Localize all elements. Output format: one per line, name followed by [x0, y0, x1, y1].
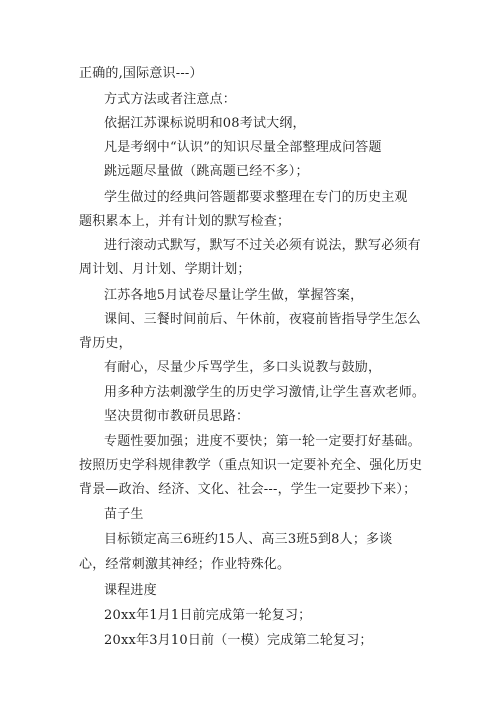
- text-line: 心，经常刺激其神经；作业特殊化。: [79, 557, 291, 572]
- text-line: 跳远题尽量做（跳高题已经不多）；: [104, 164, 309, 179]
- text-line: 20xx年3月10日前（一模）完成第二轮复习；: [104, 633, 373, 648]
- text-line: 背景—政治、经济、文化、社会---，学生一定要抄下来）；: [79, 482, 417, 497]
- text-line: 20xx年1月1日前完成第一轮复习；: [104, 608, 312, 623]
- text-line: 用多种方法刺激学生的历史学习激情,让学生喜欢老师。: [104, 385, 426, 400]
- text-line: 凡是考纲中“认识”的知识尽量全部整理成问答题: [104, 140, 382, 155]
- text-line: 有耐心，尽量少斥骂学生，多口头说教与鼓励，: [104, 360, 382, 375]
- text-line: 课间、三餐时间前后、午休前，夜寝前皆指导学生怎么: [104, 312, 421, 327]
- text-line: 学生做过的经典问答题都要求整理在专门的历史主观: [104, 190, 408, 205]
- text-line: 苗子生: [104, 507, 144, 522]
- text-line: 依据江苏课标说明和08考试大纲，: [104, 116, 306, 131]
- text-line: 专题性要加强；进度不要快；第一轮一定要打好基础。: [104, 434, 421, 449]
- text-line: 坚决贯彻市教研员思路：: [104, 409, 250, 424]
- text-line: 正确的,国际意识---）: [79, 66, 203, 81]
- text-line: 题积累本上，并有计划的默写检查；: [79, 214, 291, 229]
- text-line: 课程进度: [104, 583, 157, 598]
- text-line: 江苏各地5月试卷尽量让学生做，掌握答案，: [104, 288, 364, 303]
- text-line: 背历史，: [79, 336, 132, 351]
- text-line: 目标锁定高三6班约15人、高三3班5到8人；多谈: [104, 532, 393, 547]
- text-line: 方式方法或者注意点：: [104, 92, 237, 107]
- text-line: 周计划、月计划、学期计划；: [79, 262, 251, 277]
- text-line: 进行滚动式默写，默写不过关必须有说法，默写必须有: [104, 238, 421, 253]
- text-line: 按照历史学科规律教学（重点知识一定要补充全、强化历史: [79, 458, 423, 473]
